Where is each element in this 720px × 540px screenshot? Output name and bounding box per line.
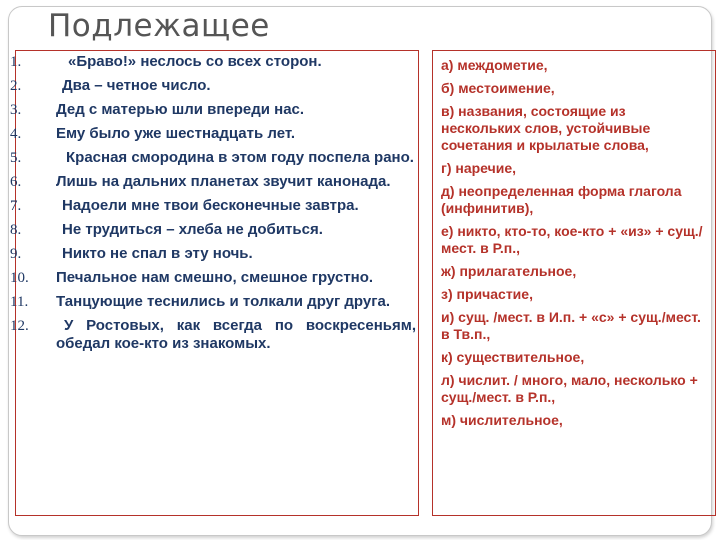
sentence-list: [10, 50, 416, 353]
option-item: в) названия, состоящие из нескольких слов, устойчивые сочетания и крылатые слова,: [441, 103, 651, 153]
list-item: [10, 242, 416, 266]
option-item: а) междометие,: [441, 57, 548, 73]
list-item: [10, 98, 416, 122]
option-item: з) причастие,: [441, 286, 533, 302]
item-number: 1.: [10, 54, 22, 70]
list-item: [10, 314, 416, 353]
option-item: г) наречие,: [441, 160, 517, 176]
list-item: [10, 290, 416, 314]
item-number: 12.: [10, 318, 29, 334]
item-number: 7.: [10, 198, 22, 214]
sentence-text: Красная смородина в этом году поспела рано.: [66, 149, 414, 166]
item-number: 6.: [10, 174, 22, 190]
list-item: [10, 218, 416, 242]
item-number: 3.: [10, 102, 22, 118]
sentence-text: Надоели мне твои бесконечные завтра.: [62, 197, 359, 214]
item-number: 4.: [10, 126, 22, 142]
option-item: л) числит. / много, мало, несколько + сущ./мест. в Р.п.,: [441, 372, 698, 405]
option-item: ж) прилагательное,: [441, 263, 577, 279]
option-item: и) сущ. /мест. в И.п. + «с» + сущ./мест. в Тв.п.,: [441, 309, 701, 342]
sentence-text: «Браво!» неслось со всех сторон.: [68, 53, 322, 70]
list-item: [10, 266, 416, 290]
sentence-text: У Ростовых, как всегда по воскресеньям, обедал кое-кто из знакомых.: [56, 317, 416, 352]
list-item: [10, 170, 416, 194]
list-item: [10, 194, 416, 218]
list-item: [10, 74, 416, 98]
item-number: 2.: [10, 78, 22, 94]
sentence-text: Дед с матерью шли впереди нас.: [56, 101, 305, 118]
sentence-text: Не трудиться – хлеба не добиться.: [62, 221, 323, 238]
option-item: к) существительное,: [441, 349, 585, 365]
option-item: д) неопределенная форма глагола (инфинитив),: [441, 183, 682, 216]
sentence-text: Печальное нам смешно, смешное грустно.: [56, 269, 374, 286]
list-item: [10, 50, 416, 74]
list-item: [10, 146, 416, 170]
slide-title: Подлежащее: [48, 8, 270, 44]
answer-options-box: [432, 50, 716, 516]
item-number: 9.: [10, 246, 22, 262]
sentence-text: Танцующие теснились и толкали друг друга.: [56, 293, 390, 310]
sentence-text: Ему было уже шестнадцать лет.: [56, 125, 296, 142]
item-number: 5.: [10, 150, 22, 166]
sentence-text: Лишь на дальних планетах звучит канонада.: [56, 173, 391, 190]
item-number: 11.: [10, 294, 29, 310]
item-number: 10.: [10, 270, 29, 286]
list-item: [10, 122, 416, 146]
option-item: б) местоимение,: [441, 80, 555, 96]
item-number: 8.: [10, 222, 22, 238]
option-item: е) никто, кто-то, кое-кто + «из» + сущ./мест. в Р.п.,: [441, 223, 703, 256]
sentence-text: Два – четное число.: [62, 77, 211, 94]
sentence-text: Никто не спал в эту ночь.: [62, 245, 253, 262]
option-item: м) числительное,: [441, 412, 563, 428]
